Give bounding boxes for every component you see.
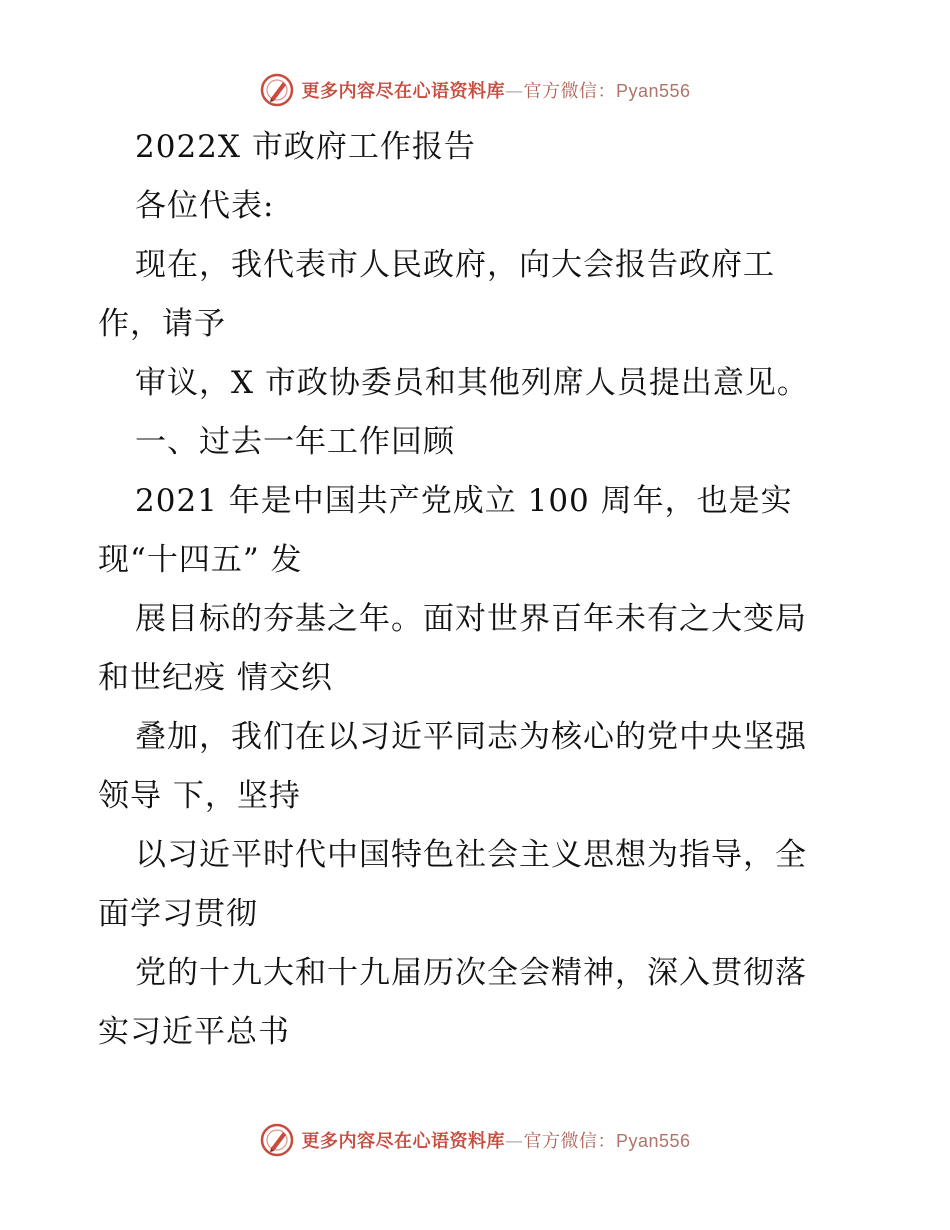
- pen-seal-logo-icon: [259, 72, 295, 108]
- text-line: 一、过去一年工作回顾: [135, 424, 455, 460]
- watermark-dash: —: [504, 81, 524, 102]
- header-watermark: [0, 70, 950, 110]
- pen-seal-logo-icon: [259, 1122, 295, 1158]
- text-line: 2021 年是中国共产党成立 100 周年，也是实: [135, 483, 793, 519]
- text-line: 现在，我代表市人民政府，向大会报告政府工: [135, 247, 775, 283]
- footer-watermark: [0, 1120, 950, 1160]
- watermark-wechat-id: Pyan556: [615, 1131, 691, 1151]
- watermark-dash: —: [504, 1131, 524, 1152]
- text-line: 实习近平总书: [98, 1014, 290, 1050]
- watermark-main: 更多内容尽在心语资料库: [301, 81, 505, 102]
- watermark-wechat-label: 官方微信：: [523, 1131, 616, 1152]
- watermark-wechat-id: Pyan556: [615, 81, 691, 101]
- watermark-text: [301, 1127, 690, 1153]
- text-line: 以习近平时代中国特色社会主义思想为指导，全: [135, 837, 807, 873]
- text-line: 叠加，我们在以习近平同志为核心的党中央坚强: [135, 719, 807, 755]
- text-line: 面学习贯彻: [98, 896, 258, 932]
- document-body: [98, 118, 858, 1062]
- text-line: 各位代表:: [135, 188, 275, 224]
- text-line: 作，请予: [98, 306, 226, 342]
- text-line: 现“十四五” 发: [98, 542, 303, 578]
- text-line: 党的十九大和十九届历次全会精神，深入贯彻落: [135, 955, 807, 991]
- text-line: 2022X 市政府工作报告: [135, 129, 476, 165]
- watermark-main: 更多内容尽在心语资料库: [301, 1131, 505, 1152]
- watermark-text: [301, 77, 690, 103]
- text-line: 审议，X 市政协委员和其他列席人员提出意见。: [135, 365, 809, 401]
- watermark-wechat-label: 官方微信：: [523, 81, 616, 102]
- text-line: 和世纪疫 情交织: [98, 660, 333, 696]
- text-line: 展目标的夯基之年。面对世界百年未有之大变局: [135, 601, 807, 637]
- text-line: 领导 下，坚持: [98, 778, 301, 814]
